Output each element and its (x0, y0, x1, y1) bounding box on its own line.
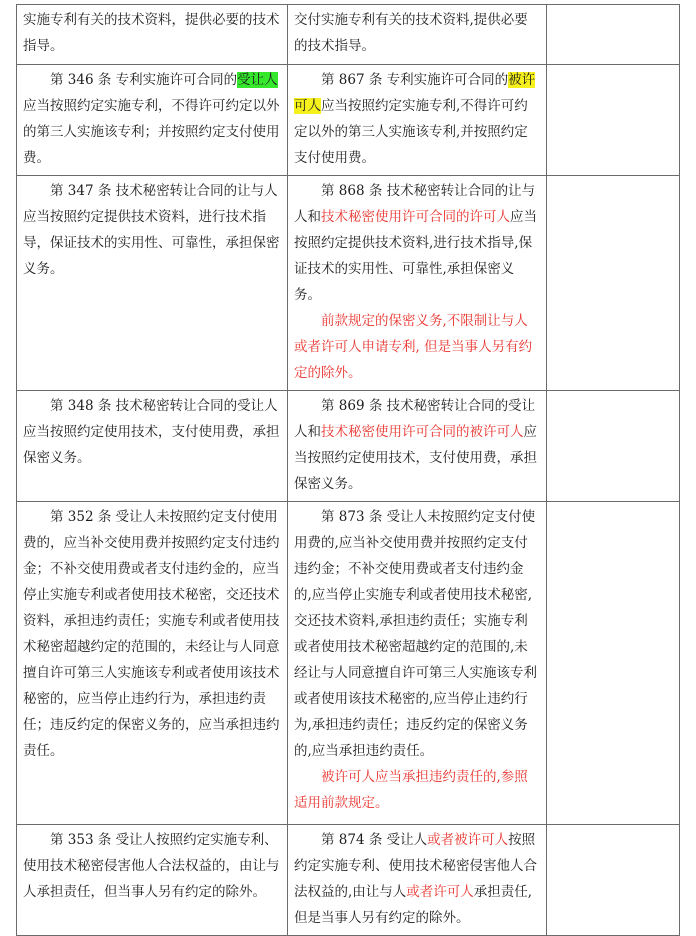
old-provision-cell (17, 825, 288, 936)
text-segment: 第 867 条 专利实施许可合同的 (321, 72, 509, 88)
old-provision-text: 第 352 条 受让人未按照约定支付使用费的，应当补交使用费并按照约定支付违约金；不补交使用费或者支付违约金的，应当停止实施专利或者使用技术秘密，交还技术资料，承担违约责任；实施专利或者使用技术秘密超越约定的范围的，未经让与人同意擅自许可第三人实施该专利或者使用该技术秘密的，应当停止违约行为，承担违约责任；违反约定的保密义务的，应当承担违约责任。 (23, 509, 280, 759)
table-row (17, 65, 680, 176)
text-segment: 第 869 条 技术秘密转让合同的受让人和 (294, 398, 536, 440)
comparison-table (16, 4, 680, 936)
notes-cell (547, 5, 680, 65)
new-provision-text: 第 873 条 受让人未按照约定支付使用费的,应当补交使用费并按照约定支付违约金；不补交使用费或者支付违约金的,应当停止实施专利或者使用技术秘密,交还技术资料,承担违约责任；实施专利或者使用技术秘密超越约定的范围的,未经让与人同意擅自许可第三人实施该专利或者使用该技术秘密的,应当停止违约行为,承担违约责任；违反约定的保密义务的,应当承担违约责任。 (294, 509, 537, 759)
added-text: 技术秘密使用许可合同的许可人 (321, 209, 510, 225)
notes-cell (547, 391, 680, 502)
old-provision-text: 实施专利有关的技术资料，提供必要的技术指导。 (23, 12, 280, 54)
text-segment: 第 346 条 专利实施许可合同的 (50, 72, 238, 88)
notes-cell (547, 176, 680, 391)
new-provision-text (294, 827, 540, 931)
added-text: 或者被许可人 (427, 832, 509, 848)
added-paragraph: 被许可人应当承担违约责任的,参照适用前款规定。 (294, 769, 528, 811)
text-segment: 应当按照约定实施专利，不得许可约定以外的第三人实施该专利；并按照约定支付使用费。 (23, 98, 280, 166)
comparison-document (16, 4, 679, 936)
old-provision-cell (17, 176, 288, 391)
text-segment: 应当按照约定实施专利,不得许可约定以外的第三人实施该专利,并按照约定支付使用费。 (294, 98, 528, 166)
table-row (17, 5, 680, 65)
text-segment: 第 868 条 技术秘密转让合同的让与人和 (294, 183, 536, 225)
old-provision-text (23, 67, 281, 171)
notes-cell (547, 502, 680, 825)
added-text: 或者许可人 (406, 884, 474, 900)
table-row (17, 502, 680, 825)
highlighted-term: 受让人 (237, 72, 278, 88)
old-provision-text: 第 353 条 受让人按照约定实施专利、使用技术秘密侵害他人合法权益的，由让与人承担责任，但当事人另有约定的除外。 (23, 832, 280, 900)
new-provision-text (294, 178, 540, 308)
new-provision-text (294, 393, 540, 497)
text-segment: 应当按照约定提供技术资料,进行技术指导,保证技术的实用性、可靠性,承担保密义务。 (294, 209, 537, 303)
new-provision-cell (288, 176, 547, 391)
old-provision-cell (17, 5, 288, 65)
added-paragraph: 前款规定的保密义务,不限制让与人或者许可人申请专利, 但是当事人另有约定的除外。 (294, 313, 533, 381)
new-provision-text (294, 67, 540, 171)
table-row (17, 825, 680, 936)
text-segment: 应当按照约定使用技术，支付使用费，承担保密义务。 (294, 424, 537, 492)
text-segment: 按照约定实施专利、使用技术秘密侵害他人合法权益的,由让与人 (294, 832, 537, 900)
old-provision-cell (17, 391, 288, 502)
new-provision-cell (288, 502, 547, 825)
new-provision-cell (288, 391, 547, 502)
notes-cell (547, 825, 680, 936)
text-segment: 承担责任,但是当事人另有约定的除外。 (294, 884, 533, 926)
old-provision-text: 第 348 条 技术秘密转让合同的受让人应当按照约定使用技术，支付使用费，承担保密义务。 (23, 398, 280, 466)
table-row (17, 176, 680, 391)
table-row (17, 391, 680, 502)
old-provision-text: 第 347 条 技术秘密转让合同的让与人应当按照约定提供技术资料，进行技术指导，保证技术的实用性、可靠性，承担保密义务。 (23, 183, 280, 277)
added-text: 技术秘密使用许可合同的被许可人 (321, 424, 524, 440)
new-provision-cell (288, 825, 547, 936)
text-segment: 第 874 条 受让人 (321, 832, 428, 848)
new-provision-cell (288, 5, 547, 65)
new-provision-cell (288, 65, 547, 176)
old-provision-cell (17, 502, 288, 825)
highlighted-term: 被许可人 (294, 72, 536, 114)
new-provision-text: 交付实施专利有关的技术资料,提供必要的技术指导。 (294, 12, 528, 54)
notes-cell (547, 65, 680, 176)
old-provision-cell (17, 65, 288, 176)
